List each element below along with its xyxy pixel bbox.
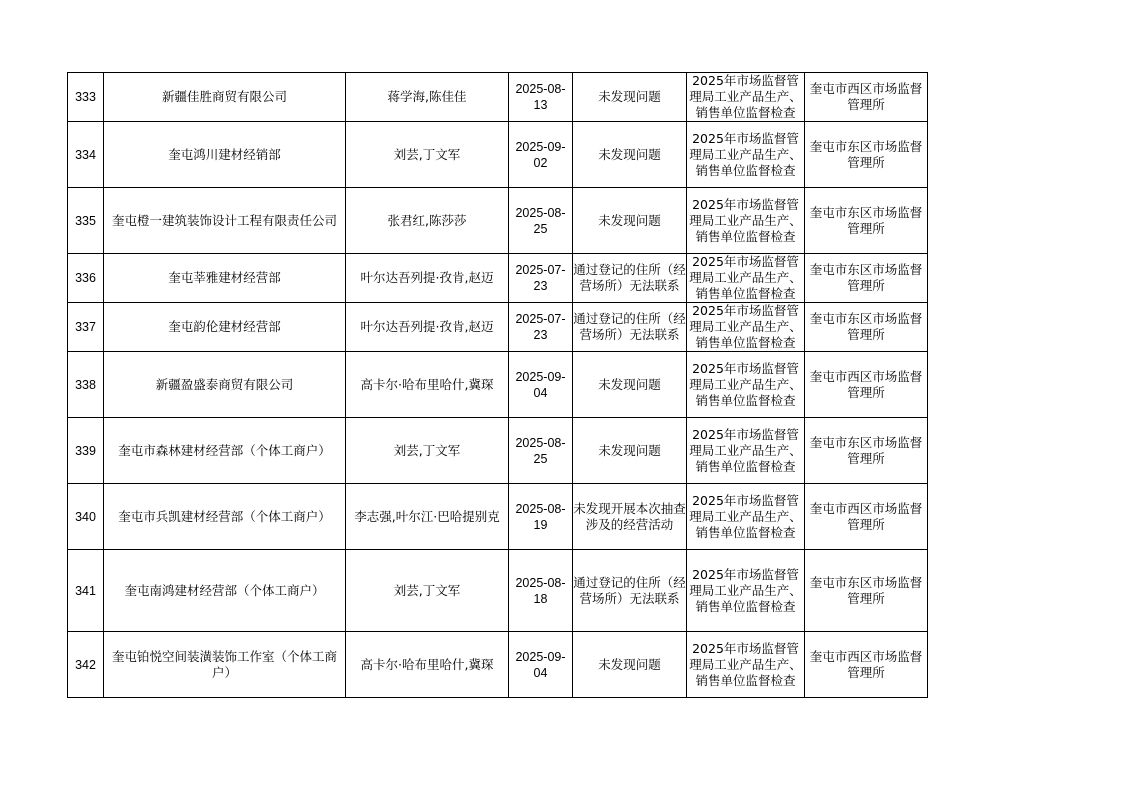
inspection-office: 奎屯市西区市场监督管理所 xyxy=(805,632,928,698)
inspection-result: 未发现问题 xyxy=(573,352,687,418)
inspection-date: 2025-08-18 xyxy=(509,550,573,632)
inspection-date: 2025-09-04 xyxy=(509,632,573,698)
inspection-office: 奎屯市东区市场监督管理所 xyxy=(805,550,928,632)
enterprise-name: 奎屯铂悦空间装潢装饰工作室（个体工商户） xyxy=(104,632,346,698)
inspection-result: 未发现问题 xyxy=(573,188,687,254)
inspection-result: 通过登记的住所（经营场所）无法联系 xyxy=(573,303,687,352)
table-row xyxy=(68,254,928,303)
inspection-result: 未发现开展本次抽查涉及的经营活动 xyxy=(573,484,687,550)
inspectors: 叶尔达吾列提·孜肯,赵迈 xyxy=(346,303,509,352)
inspection-result: 通过登记的住所（经营场所）无法联系 xyxy=(573,550,687,632)
inspection-office: 奎屯市东区市场监督管理所 xyxy=(805,303,928,352)
table-row xyxy=(68,122,928,188)
row-number: 335 xyxy=(68,188,104,254)
inspectors: 叶尔达吾列提·孜肯,赵迈 xyxy=(346,254,509,303)
inspection-table xyxy=(67,72,928,698)
inspection-plan: 2025年市场监督管理局工业产品生产、销售单位监督检查 xyxy=(687,188,805,254)
row-number: 342 xyxy=(68,632,104,698)
inspection-result: 通过登记的住所（经营场所）无法联系 xyxy=(573,254,687,303)
enterprise-name: 奎屯橙一建筑装饰设计工程有限责任公司 xyxy=(104,188,346,254)
inspection-date: 2025-08-25 xyxy=(509,188,573,254)
enterprise-name: 奎屯莘雅建材经营部 xyxy=(104,254,346,303)
inspection-office: 奎屯市西区市场监督管理所 xyxy=(805,484,928,550)
inspection-plan: 2025年市场监督管理局工业产品生产、销售单位监督检查 xyxy=(687,352,805,418)
table-row xyxy=(68,632,928,698)
enterprise-name: 新疆佳胜商贸有限公司 xyxy=(104,73,346,122)
inspection-plan: 2025年市场监督管理局工业产品生产、销售单位监督检查 xyxy=(687,73,805,122)
inspection-result: 未发现问题 xyxy=(573,632,687,698)
inspection-plan: 2025年市场监督管理局工业产品生产、销售单位监督检查 xyxy=(687,254,805,303)
inspection-office: 奎屯市东区市场监督管理所 xyxy=(805,254,928,303)
inspection-plan: 2025年市场监督管理局工业产品生产、销售单位监督检查 xyxy=(687,484,805,550)
table-row xyxy=(68,550,928,632)
inspection-result: 未发现问题 xyxy=(573,73,687,122)
inspectors: 蒋学海,陈佳佳 xyxy=(346,73,509,122)
inspectors: 刘芸,丁文军 xyxy=(346,418,509,484)
table-body xyxy=(68,73,928,698)
enterprise-name: 奎屯韵伦建材经营部 xyxy=(104,303,346,352)
table-row xyxy=(68,418,928,484)
inspectors: 高卡尔·哈布里哈什,冀琛 xyxy=(346,352,509,418)
inspection-office: 奎屯市东区市场监督管理所 xyxy=(805,418,928,484)
enterprise-name: 奎屯南鸿建材经营部（个体工商户） xyxy=(104,550,346,632)
inspection-date: 2025-07-23 xyxy=(509,303,573,352)
table-row xyxy=(68,484,928,550)
row-number: 341 xyxy=(68,550,104,632)
inspection-date: 2025-07-23 xyxy=(509,254,573,303)
inspection-result: 未发现问题 xyxy=(573,122,687,188)
row-number: 338 xyxy=(68,352,104,418)
inspection-office: 奎屯市东区市场监督管理所 xyxy=(805,188,928,254)
inspection-result: 未发现问题 xyxy=(573,418,687,484)
enterprise-name: 奎屯鸿川建材经销部 xyxy=(104,122,346,188)
table-row xyxy=(68,188,928,254)
inspection-office: 奎屯市东区市场监督管理所 xyxy=(805,122,928,188)
row-number: 339 xyxy=(68,418,104,484)
inspectors: 刘芸,丁文军 xyxy=(346,122,509,188)
inspection-date: 2025-08-13 xyxy=(509,73,573,122)
enterprise-name: 新疆盈盛泰商贸有限公司 xyxy=(104,352,346,418)
inspection-date: 2025-08-19 xyxy=(509,484,573,550)
inspection-date: 2025-09-04 xyxy=(509,352,573,418)
row-number: 340 xyxy=(68,484,104,550)
inspection-plan: 2025年市场监督管理局工业产品生产、销售单位监督检查 xyxy=(687,303,805,352)
inspection-plan: 2025年市场监督管理局工业产品生产、销售单位监督检查 xyxy=(687,418,805,484)
row-number: 337 xyxy=(68,303,104,352)
inspectors: 高卡尔·哈布里哈什,冀琛 xyxy=(346,632,509,698)
inspection-office: 奎屯市西区市场监督管理所 xyxy=(805,73,928,122)
inspectors: 李志强,叶尔江·巴哈提别克 xyxy=(346,484,509,550)
table-row xyxy=(68,352,928,418)
inspection-plan: 2025年市场监督管理局工业产品生产、销售单位监督检查 xyxy=(687,632,805,698)
table-row xyxy=(68,303,928,352)
inspectors: 刘芸,丁文军 xyxy=(346,550,509,632)
table-row xyxy=(68,73,928,122)
row-number: 336 xyxy=(68,254,104,303)
inspection-date: 2025-08-25 xyxy=(509,418,573,484)
inspection-office: 奎屯市西区市场监督管理所 xyxy=(805,352,928,418)
row-number: 334 xyxy=(68,122,104,188)
row-number: 333 xyxy=(68,73,104,122)
inspectors: 张君红,陈莎莎 xyxy=(346,188,509,254)
inspection-plan: 2025年市场监督管理局工业产品生产、销售单位监督检查 xyxy=(687,550,805,632)
enterprise-name: 奎屯市兵凯建材经营部（个体工商户） xyxy=(104,484,346,550)
inspection-date: 2025-09-02 xyxy=(509,122,573,188)
enterprise-name: 奎屯市森林建材经营部（个体工商户） xyxy=(104,418,346,484)
inspection-plan: 2025年市场监督管理局工业产品生产、销售单位监督检查 xyxy=(687,122,805,188)
